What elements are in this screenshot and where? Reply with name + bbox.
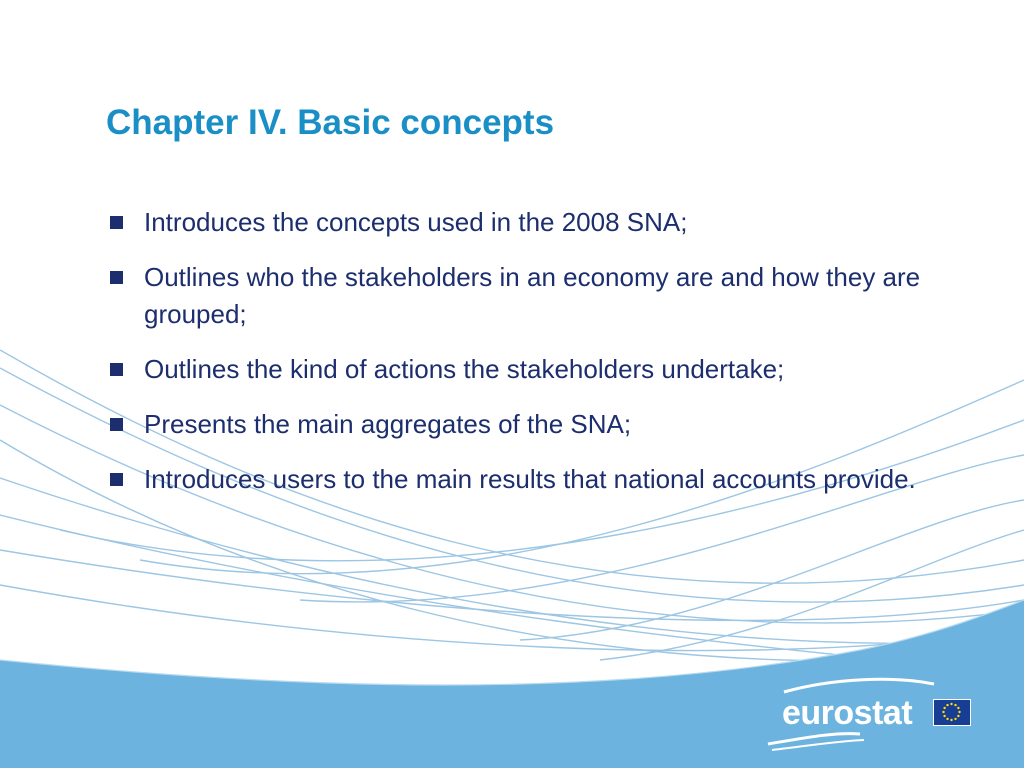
bullet-text: Outlines who the stakeholders in an economy are and how they are grouped;	[144, 262, 921, 329]
list-item	[106, 461, 936, 498]
list-item	[106, 259, 936, 333]
square-bullet-icon	[110, 271, 123, 284]
bullet-text: Outlines the kind of actions the stakeholders undertake;	[144, 354, 785, 384]
logo-wordmark: eurostat	[782, 694, 913, 732]
square-bullet-icon	[110, 363, 123, 376]
list-item	[106, 406, 936, 443]
bullet-text: Introduces the concepts used in the 2008 SNA;	[144, 207, 688, 237]
bullet-text: Introduces users to the main results that national accounts provide.	[144, 464, 916, 494]
slide-title: Chapter IV. Basic concepts	[106, 103, 555, 142]
eurostat-logo	[764, 676, 984, 756]
square-bullet-icon	[110, 216, 123, 229]
eu-flag-icon	[933, 699, 971, 726]
list-item	[106, 351, 936, 388]
bullet-text: Presents the main aggregates of the SNA;	[144, 409, 632, 439]
square-bullet-icon	[110, 418, 123, 431]
bullet-list	[106, 204, 936, 516]
square-bullet-icon	[110, 473, 123, 486]
list-item	[106, 204, 936, 241]
